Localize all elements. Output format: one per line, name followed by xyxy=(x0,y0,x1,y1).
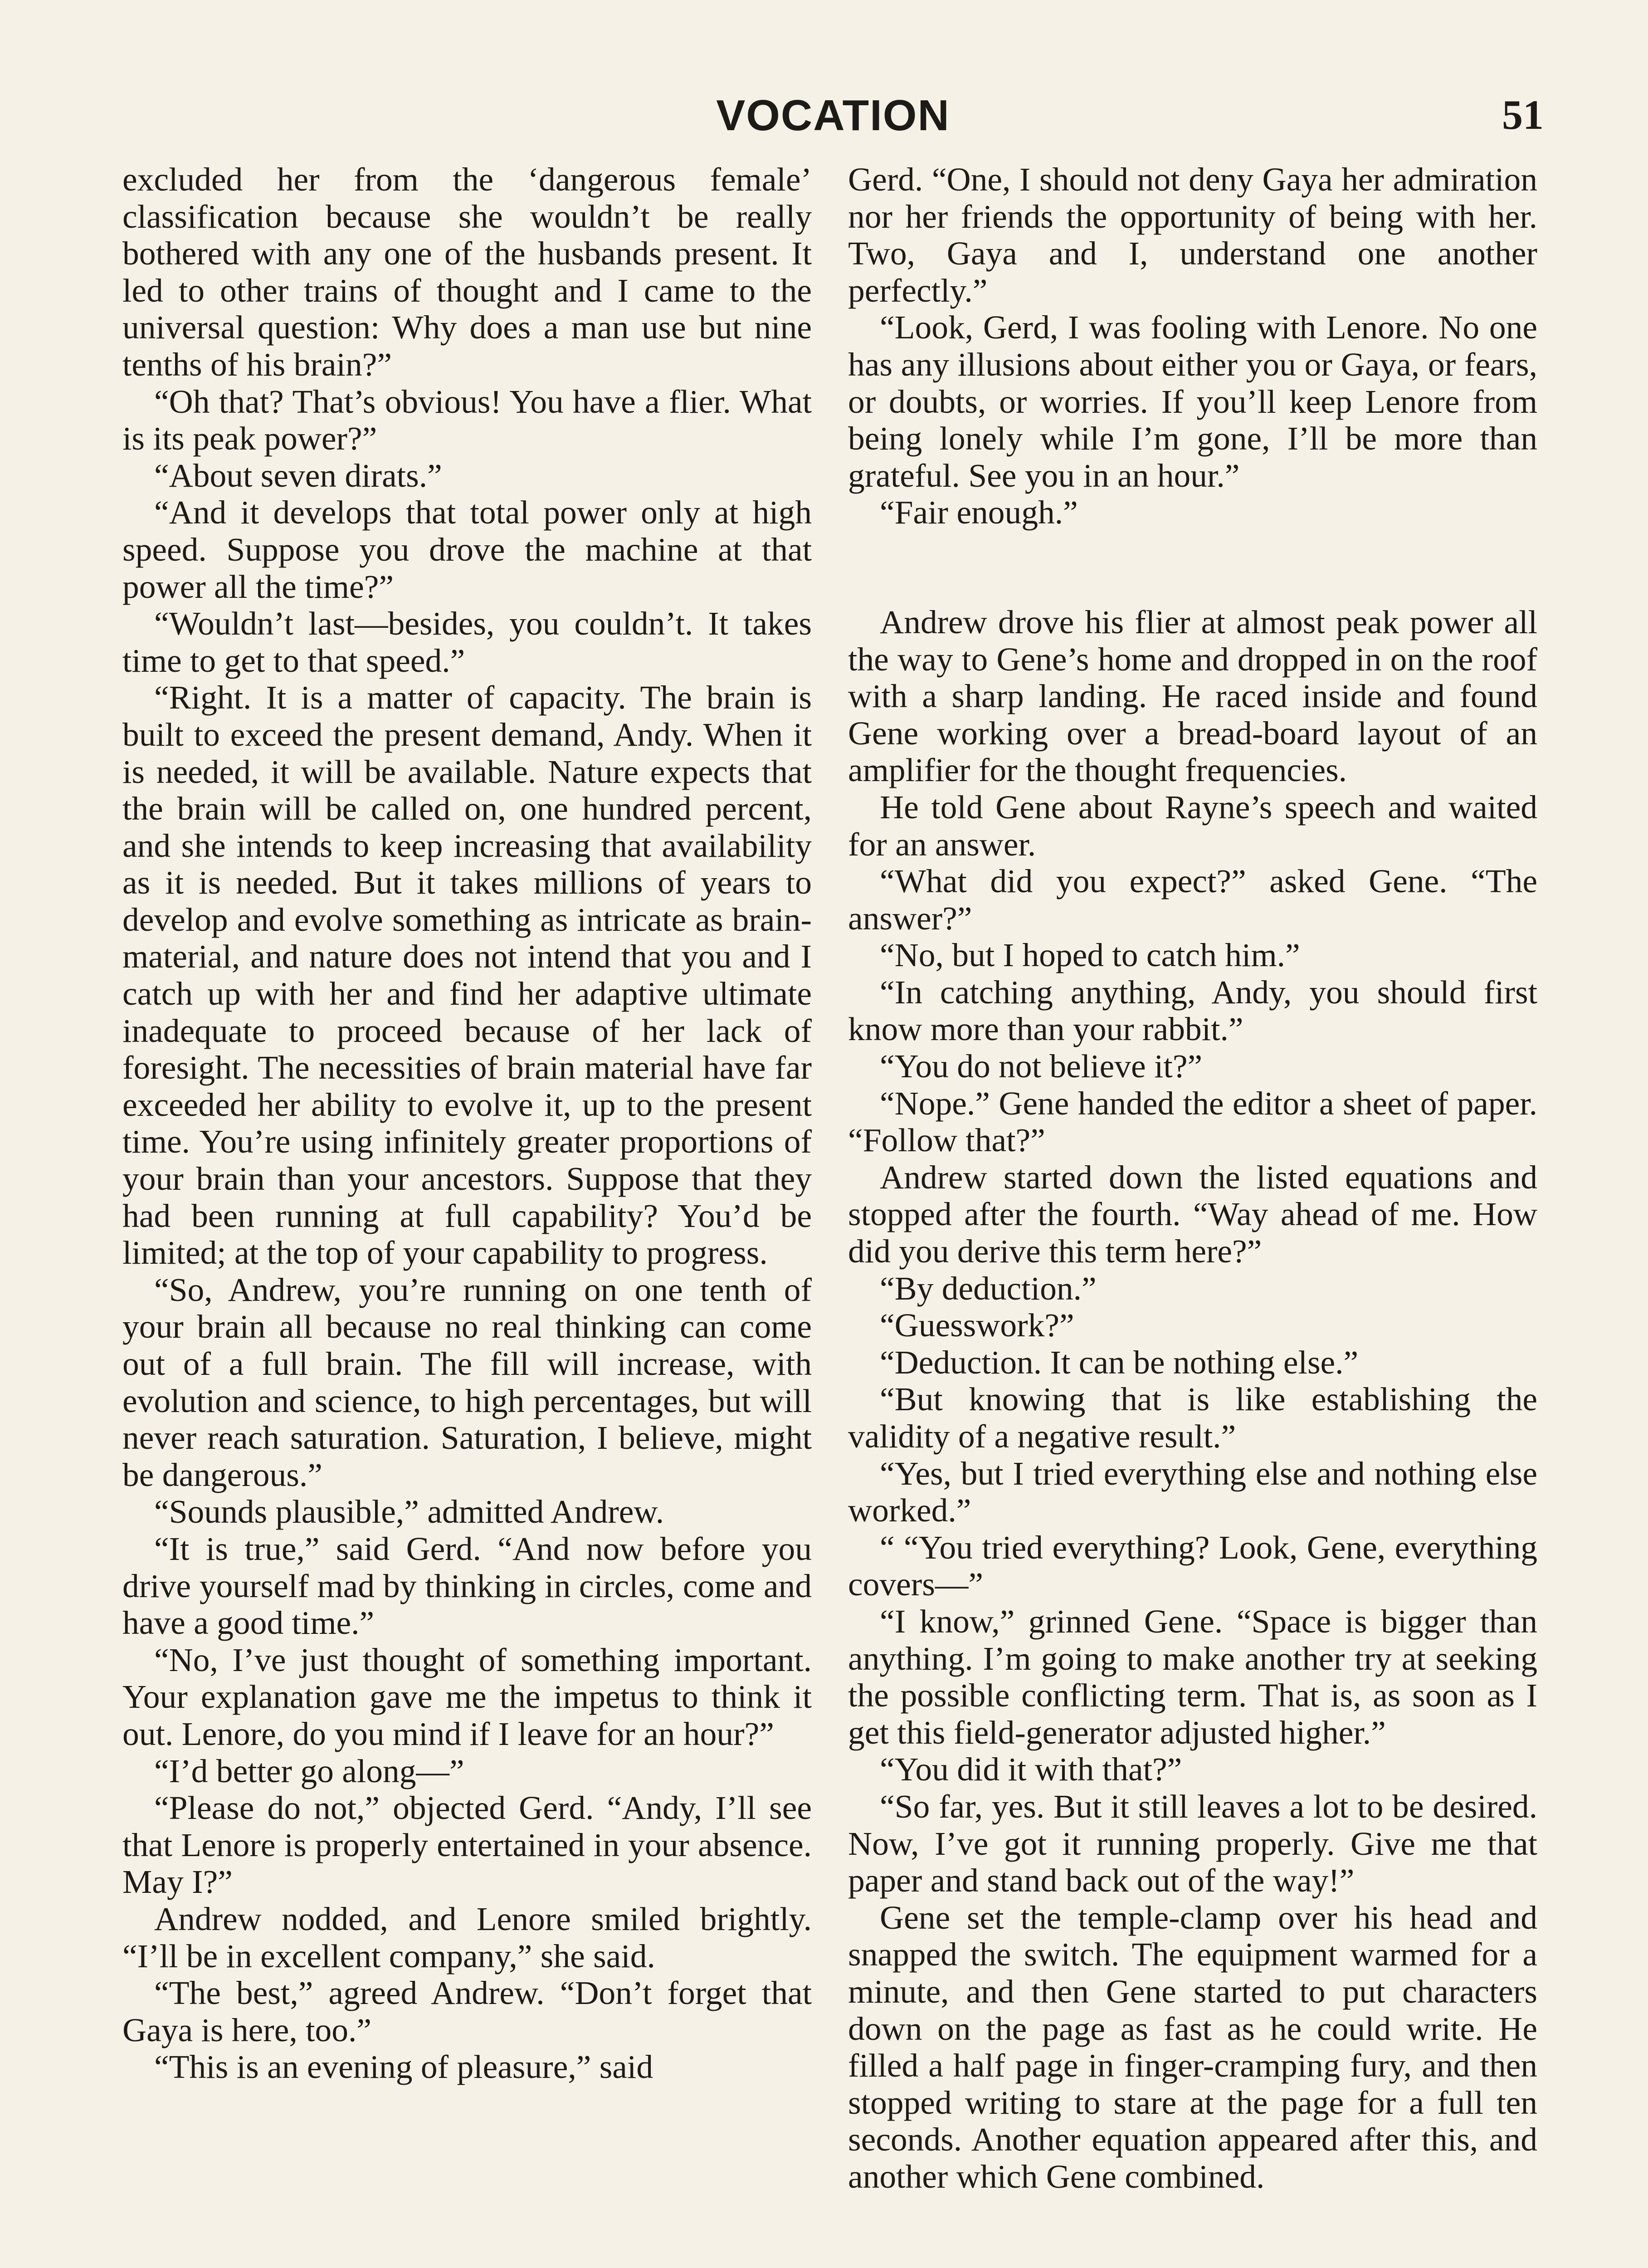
paragraph: “So, Andrew, you’re running on one tenth of your brain all because no real thinking can come out of a full brain. The fill will increase, with evolution and science, to high percentages, but will never reach saturation. Saturation, I believe, might be dangerous.” xyxy=(122,1271,812,1493)
paragraph: “This is an evening of pleasure,” said xyxy=(154,2048,653,2086)
paragraph: excluded her from the ‘dangerous female’ classification because she wouldn’t be really bothered with any one of the husbands present. It led to other trains of thought and I came to the universal question: Why does a man use but nine tenths of his brain?” xyxy=(122,161,812,383)
paragraph: “Please do not,” objected Gerd. “Andy, I’ll see that Lenore is properly entertained in your absence. May I?” xyxy=(122,1789,812,1901)
paragraph: Gene set the temple-clamp over his head and snapped the switch. The equipment warmed for a minute, and then Gene started to put characters down on the page as fast as he could write. He filled a half page in finger-cramping fury, and then stopped writing to stare at the page for a full ten seconds. Another equation appeared after this, and another which Gene combined. xyxy=(848,1899,1537,2195)
page-header xyxy=(122,91,1544,145)
paragraph: Andrew nodded, and Lenore smiled brightly. “I’ll be in excellent company,” she said. xyxy=(122,1900,812,1975)
paragraph: “I’d better go along—” xyxy=(154,1752,464,1789)
paragraph: He told Gene about Rayne’s speech and waited for an answer. xyxy=(848,788,1537,863)
running-title: VOCATION xyxy=(716,91,950,140)
paragraph: Gerd. “One, I should not deny Gaya her admiration nor her friends the opportunity of being with her. Two, Gaya and I, understand one another perfectly.” xyxy=(848,161,1537,309)
paragraph: “Right. It is a matter of capacity. The brain is built to exceed the present demand, Andy. When it is needed, it will be available. Nature expects that the brain will be called on, one hundred percent, and she intends to keep increasing that availability as it is needed. But it takes millions of years to develop and evolve something as intricate as brain-material, and nature does not intend that you and I catch up with her and find her adaptive ultimate inadequate to proceed because of her lack of foresight. The necessities of brain material have far exceeded her ability to evolve it, up to the present time. You’re using infinitely greater proportions of your brain than your ancestors. Suppose that they had been running at full capability? You’d be limited; at the top of your capability to progress. xyxy=(122,679,812,1271)
paragraph: “You did it with that?” xyxy=(880,1751,1182,1788)
paragraph: “The best,” agreed Andrew. “Don’t forget that Gaya is here, too.” xyxy=(122,1975,812,2048)
paragraph: “But knowing that is like establishing the validity of a negative result.” xyxy=(848,1381,1537,1455)
paragraph: “You do not believe it?” xyxy=(880,1048,1203,1085)
paragraph: “No, but I hoped to catch him.” xyxy=(880,937,1300,974)
paragraph: “Deduction. It can be nothing else.” xyxy=(880,1344,1359,1381)
left-text-column xyxy=(122,161,812,2086)
paragraph: Andrew started down the listed equations and stopped after the fourth. “Way ahead of me. How did you derive this term here?” xyxy=(848,1158,1537,1270)
paragraph: “Yes, but I tried everything else and nothing else worked.” xyxy=(848,1455,1537,1529)
paragraph: “So far, yes. But it still leaves a lot to be desired. Now, I’ve got it running properly. Give me that paper and stand back out of the way!” xyxy=(848,1788,1537,1899)
paragraph: “I know,” grinned Gene. “Space is bigger than anything. I’m going to make another try at seeking the possible conflicting term. That is, as soon as I get this field-generator adjusted higher.” xyxy=(848,1603,1537,1751)
paragraph: “About seven dirats.” xyxy=(154,457,442,494)
paragraph: “Guesswork?” xyxy=(880,1307,1074,1344)
page-number: 51 xyxy=(1502,92,1544,138)
paragraph: “ “You tried everything? Look, Gene, everything covers—” xyxy=(848,1529,1537,1603)
paragraph: “Nope.” Gene handed the editor a sheet of paper. “Follow that?” xyxy=(848,1085,1537,1159)
paragraph: Andrew drove his flier at almost peak power all the way to Gene’s home and dropped in on the roof with a sharp landing. He raced inside and found Gene working over a bread-board layout of an amplifier for the thought frequencies. xyxy=(848,603,1537,789)
paragraph: “Fair enough.” xyxy=(880,494,1078,531)
section-break xyxy=(848,531,1537,604)
paragraph: “Wouldn’t last—besides, you couldn’t. It takes time to get to that speed.” xyxy=(122,605,812,679)
paragraph: “Oh that? That’s obvious! You have a flier. What is its peak power?” xyxy=(122,383,812,457)
paragraph: “No, I’ve just thought of something important. Your explanation gave me the impetus to think it out. Lenore, do you mind if I leave for an hour?” xyxy=(122,1641,812,1752)
paragraph: “It is true,” said Gerd. “And now before you drive yourself mad by thinking in circles, come and have a good time.” xyxy=(122,1530,812,1642)
paragraph: “Sounds plausible,” admitted Andrew. xyxy=(154,1493,664,1530)
paragraph: “In catching anything, Andy, you should first know more than your rabbit.” xyxy=(848,973,1537,1048)
paragraph: “And it develops that total power only at high speed. Suppose you drove the machine at that power all the time?” xyxy=(122,494,812,605)
paragraph: “Look, Gerd, I was fooling with Lenore. No one has any illusions about either you or Gaya, or fears, or doubts, or worries. If you’ll keep Lenore from being lonely while I’m gone, I’ll be more than grateful. See you in an hour.” xyxy=(848,309,1537,494)
paragraph: “By deduction.” xyxy=(880,1270,1097,1307)
right-text-column xyxy=(848,161,1537,2195)
paragraph: “What did you expect?” asked Gene. “The answer?” xyxy=(848,863,1537,937)
